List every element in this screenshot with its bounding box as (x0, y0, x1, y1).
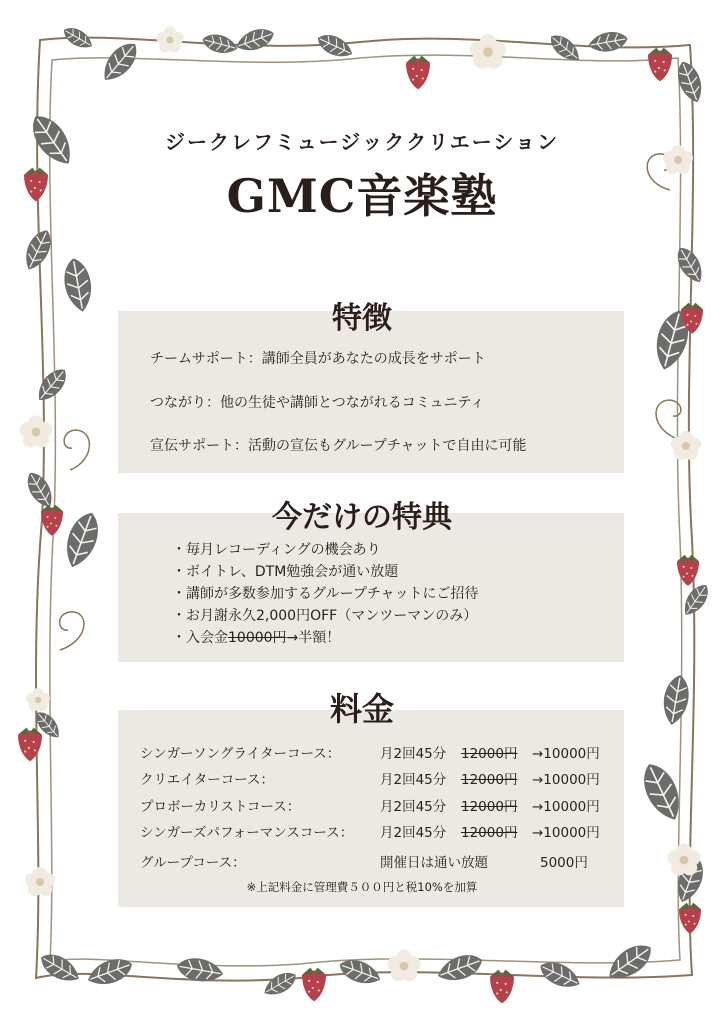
price-row-group (140, 851, 610, 871)
course-new-price: →10000円 (532, 746, 600, 762)
course-frequency: 月2回45分 (380, 799, 447, 815)
course-old-price: 12000円 (461, 799, 518, 815)
pricing-note: ※上記料金に管理費５００円と税10%を加算 (246, 880, 478, 894)
course-new-price: →10000円 (532, 799, 600, 815)
course-name: シンガーソングライターコース： (140, 746, 341, 762)
course-new-price: →10000円 (532, 825, 600, 841)
admission-suffix: →半額！ (286, 630, 341, 646)
admission-prefix: ・入会金 (172, 630, 228, 646)
feature-item: チームサポート：講師全員があなたの成長をサポート (150, 351, 486, 367)
features-heading: 特徴 (332, 301, 392, 336)
perk-item: ・毎月レコーディングの機会あり (172, 542, 381, 558)
course-name: シンガーズパフォーマンスコース： (140, 825, 354, 841)
course-frequency: 月2回45分 (380, 825, 447, 841)
school-subtitle: ジークレフミュージッククリエーション (165, 130, 559, 154)
course-name: グループコース： (140, 855, 246, 871)
course-old-price: 12000円 (461, 825, 518, 841)
price-row (140, 742, 610, 762)
group-price: 5000円 (540, 855, 588, 871)
perks-heading: 今だけの特典 (272, 500, 452, 535)
course-name: クリエイターコース： (140, 772, 275, 788)
page-title: GMC音楽塾 (226, 169, 498, 223)
course-frequency: 月2回45分 (380, 746, 447, 762)
perk-item: ・講師が多数参加するグループチャットにご招待 (172, 586, 479, 602)
feature-item: つながり：他の生徒や講師とつながれるコミュニティ (150, 395, 485, 411)
course-old-price: 12000円 (461, 746, 518, 762)
perk-item-admission (172, 627, 340, 647)
course-new-price: →10000円 (532, 772, 600, 788)
pricing-heading: 料金 (329, 690, 394, 728)
course-frequency: 月2回45分 (380, 772, 447, 788)
price-row (140, 795, 610, 815)
course-name: プロボーカリストコース： (140, 799, 301, 815)
perk-item: ・お月謝永久2,000円OFF（マンツーマンのみ） (172, 608, 478, 624)
course-old-price: 12000円 (461, 772, 518, 788)
admission-old-price: 10000円 (228, 630, 287, 646)
perk-item: ・ボイトレ、DTM勉強会が通い放題 (172, 564, 399, 580)
group-detail: 開催日は通い放題 (380, 855, 488, 871)
feature-item: 宣伝サポート：活動の宣伝もグループチャットで自由に可能 (150, 438, 527, 454)
price-row (140, 768, 610, 788)
price-row (140, 821, 610, 841)
